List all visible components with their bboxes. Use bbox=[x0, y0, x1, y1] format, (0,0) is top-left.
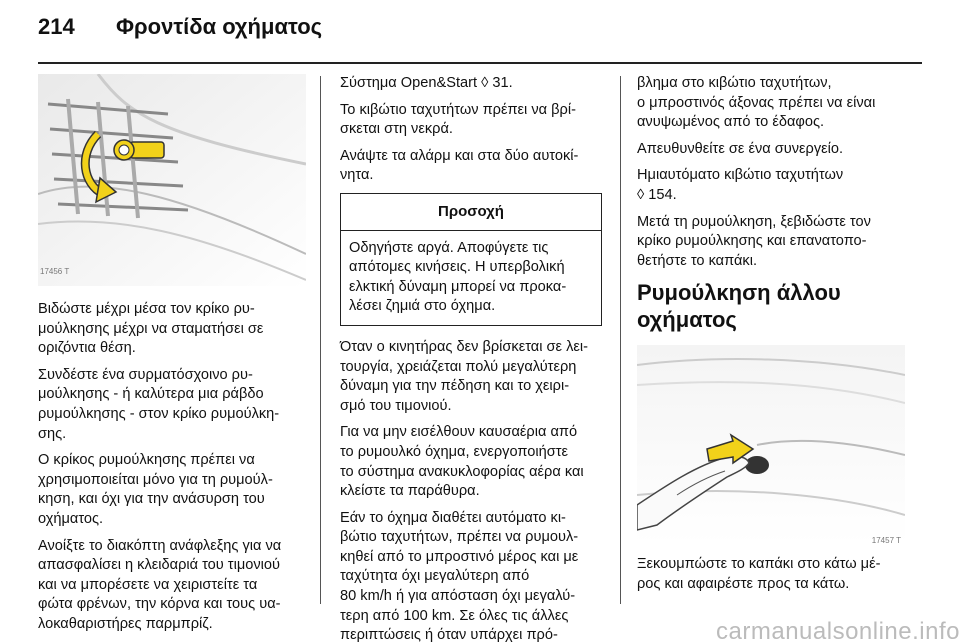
paragraph: Σύστημα Open&Start ◊ 31. bbox=[340, 75, 513, 91]
chapter-title: Φροντίδα οχήματος bbox=[116, 14, 323, 39]
column-divider bbox=[620, 76, 621, 604]
paragraph: Ανοίξτε το διακόπτη ανάφλεξης για να απασφαλίσει η κλειδαριά του τιμονιού και να μπορέσετε να χειριστείτε τα φώτα φρένων, την κόρνα και τους υα- λοκαθαριστήρες παρμπρίζ. bbox=[38, 537, 282, 632]
paragraph: Ξεκουμπώστε το καπάκι στο κάτω μέ- ρος και αφαιρέστε προς τα κάτω. bbox=[637, 556, 881, 592]
paragraph: Το κιβώτιο ταχυτήτων πρέπει να βρί- σκεται στη νεκρά. bbox=[340, 101, 576, 138]
paragraph: Ημιαυτόματο κιβώτιο ταχυτήτων ◊ 154. bbox=[637, 167, 844, 203]
paragraph: Μετά τη ρυμούλκηση, ξεβιδώστε τον κρίκο ρυμούλκησης και επανατοπο- θετήστε το καπάκι. bbox=[637, 213, 871, 269]
caution-box bbox=[340, 193, 602, 326]
cover-removal-illustration bbox=[637, 345, 905, 545]
column-2 bbox=[340, 74, 602, 642]
caution-text: Οδηγήστε αργά. Αποφύγετε τις απότομες κινήσεις. Η υπερβολική ελκτική δύναμη μπορεί να προκα- λέσει ζημιά στο όχημα. bbox=[349, 239, 567, 315]
paragraph: Όταν ο κινητήρας δεν βρίσκεται σε λει- τουργία, χρειάζεται πολύ μεγαλύτερη δύναμη για την πέδηση και το χειρι- σμό του τιμονιού. bbox=[340, 338, 588, 414]
cover-removal-figure bbox=[637, 345, 905, 545]
section-title: Ρυμούλκηση άλλου οχήματος bbox=[637, 280, 841, 333]
column-divider bbox=[320, 76, 321, 604]
tow-eye-illustration bbox=[38, 74, 306, 286]
paragraph: Απευθυνθείτε σε ένα συνεργείο. bbox=[637, 140, 844, 157]
paragraph: Εάν το όχημα διαθέτει αυτόματο κι- βώτιο ταχυτήτων, πρέπει να ρυμουλ- κηθεί από το μπροστινό μέρος και με ταχύτητα όχι μεγαλύτερη από 80 km/h ή για απόσταση όχι μεγαλύ- τερη από 100 km. Σε όλες τις άλλες περιπτώσεις ή όταν υπάρχει πρό- bbox=[340, 509, 579, 642]
tow-eye-figure bbox=[38, 74, 306, 286]
column-3 bbox=[637, 74, 919, 602]
caution-title: Προσοχή bbox=[341, 194, 601, 231]
paragraph: Βιδώστε μέχρι μέσα τον κρίκο ρυ- μούλκησης μέχρι να σταματήσει σε οριζόντια θέση. bbox=[38, 301, 264, 357]
page-number: 214 bbox=[38, 14, 75, 39]
column-1 bbox=[38, 74, 306, 642]
paragraph: Ο κρίκος ρυμούλκησης πρέπει να χρησιμοποιείται μόνο για τη ρυμούλ- κηση, και όχι για την ανάσυρση του οχήματος. bbox=[38, 452, 273, 527]
watermark-site: carmanualsonline.info bbox=[716, 618, 960, 642]
paragraph: βλημα στο κιβώτιο ταχυτήτων, ο μπροστινός άξονας πρέπει να είναι ανυψωμένος από το έδαφος. bbox=[637, 75, 876, 131]
paragraph: Για να μην εισέλθουν καυσαέρια από το ρυμουλκό όχημα, ενεργοποιήστε το σύστημα ανακυκλοφορίας αέρα και κλείστε τα παράθυρα. bbox=[340, 424, 584, 500]
page-header bbox=[38, 14, 922, 54]
paragraph: Συνδέστε ένα συρματόσχοινο ρυ- μούλκησης - ή καλύτερα μια ράβδο ρυμούλκησης - στον κρίκο ρυμούλκη- σης. bbox=[38, 366, 280, 442]
header-rule bbox=[38, 62, 922, 64]
figure-id: 17456 T bbox=[40, 267, 70, 276]
figure-id: 17457 T bbox=[871, 536, 901, 546]
paragraph: Ανάψτε τα αλάρμ και στα δύο αυτοκί- νητα. bbox=[340, 147, 579, 184]
